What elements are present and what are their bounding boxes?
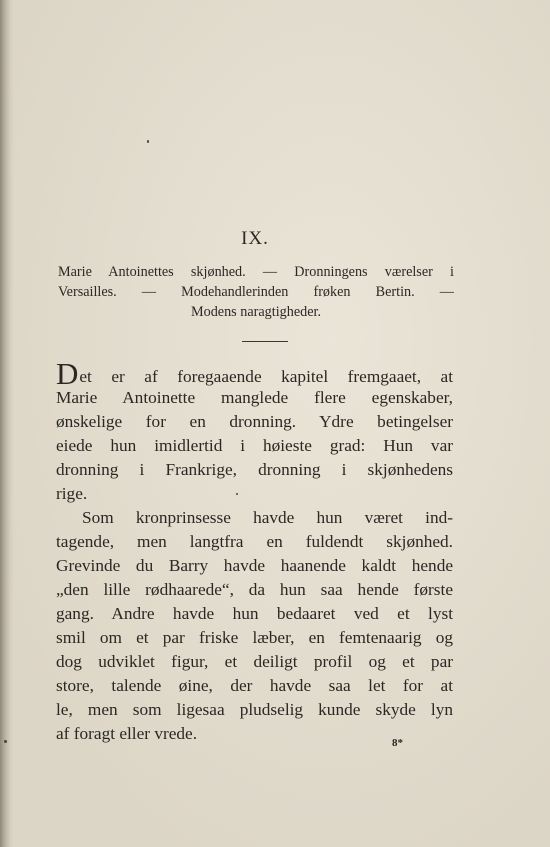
paper-speck [4, 740, 7, 743]
paragraph-line-text: et er af foregaaende kapitel fremgaaet, at [79, 367, 453, 386]
paragraph-line: Grevinde du Barry havde haanende kaldt hende [56, 556, 453, 575]
summary-line: Versailles. — Modehandlerinden frøken Bertin. — [58, 284, 454, 300]
paragraph-line: store, talende øine, der havde saa let for at [56, 676, 453, 695]
paper-speck [147, 140, 149, 143]
paragraph-line: af foragt eller vrede. [56, 724, 198, 743]
chapter-summary [58, 262, 454, 322]
paragraph-line: Som kronprinsesse havde hun været ind- [82, 508, 453, 527]
paragraph-line: dronning i Frankrige, dronning i skjønhedens [56, 460, 453, 479]
summary-line: Marie Antoinettes skjønhed. — Dronningens værelser i [58, 264, 454, 280]
page-gutter-shadow [0, 0, 14, 847]
paragraph-line: dog udviklet figur, et deiligt profil og et par [56, 652, 453, 671]
paragraph-line: eiede hun imidlertid i høieste grad: Hun var [56, 436, 453, 455]
body-text [56, 356, 453, 746]
paragraph-line: rige. [56, 484, 88, 503]
drop-cap: D [56, 356, 79, 391]
paragraph-line: gang. Andre havde hun bedaaret ved et lyst [56, 604, 453, 623]
paragraph-line: le, men som ligesaa pludselig kunde skyde lyn [56, 700, 453, 719]
paragraph-line: ønskelige for en dronning. Ydre betingelser [56, 412, 453, 431]
summary-line: Modens naragtigheder. [190, 304, 321, 320]
chapter-number: IX. [241, 228, 269, 249]
paragraph-line: Marie Antoinette manglede flere egenskaber, [56, 388, 453, 407]
paragraph-line: tagende, men langtfra en fuldendt skjønhed. [56, 532, 453, 551]
paper-speck [236, 493, 238, 495]
paragraph-line: smil om et par friske læber, en femtenaarig og [56, 628, 453, 647]
signature-mark: 8* [392, 737, 403, 749]
paragraph-line [56, 356, 453, 391]
paragraph-line: „den lille rødhaarede“, da hun saa hende første [56, 580, 453, 599]
section-divider [242, 341, 288, 342]
